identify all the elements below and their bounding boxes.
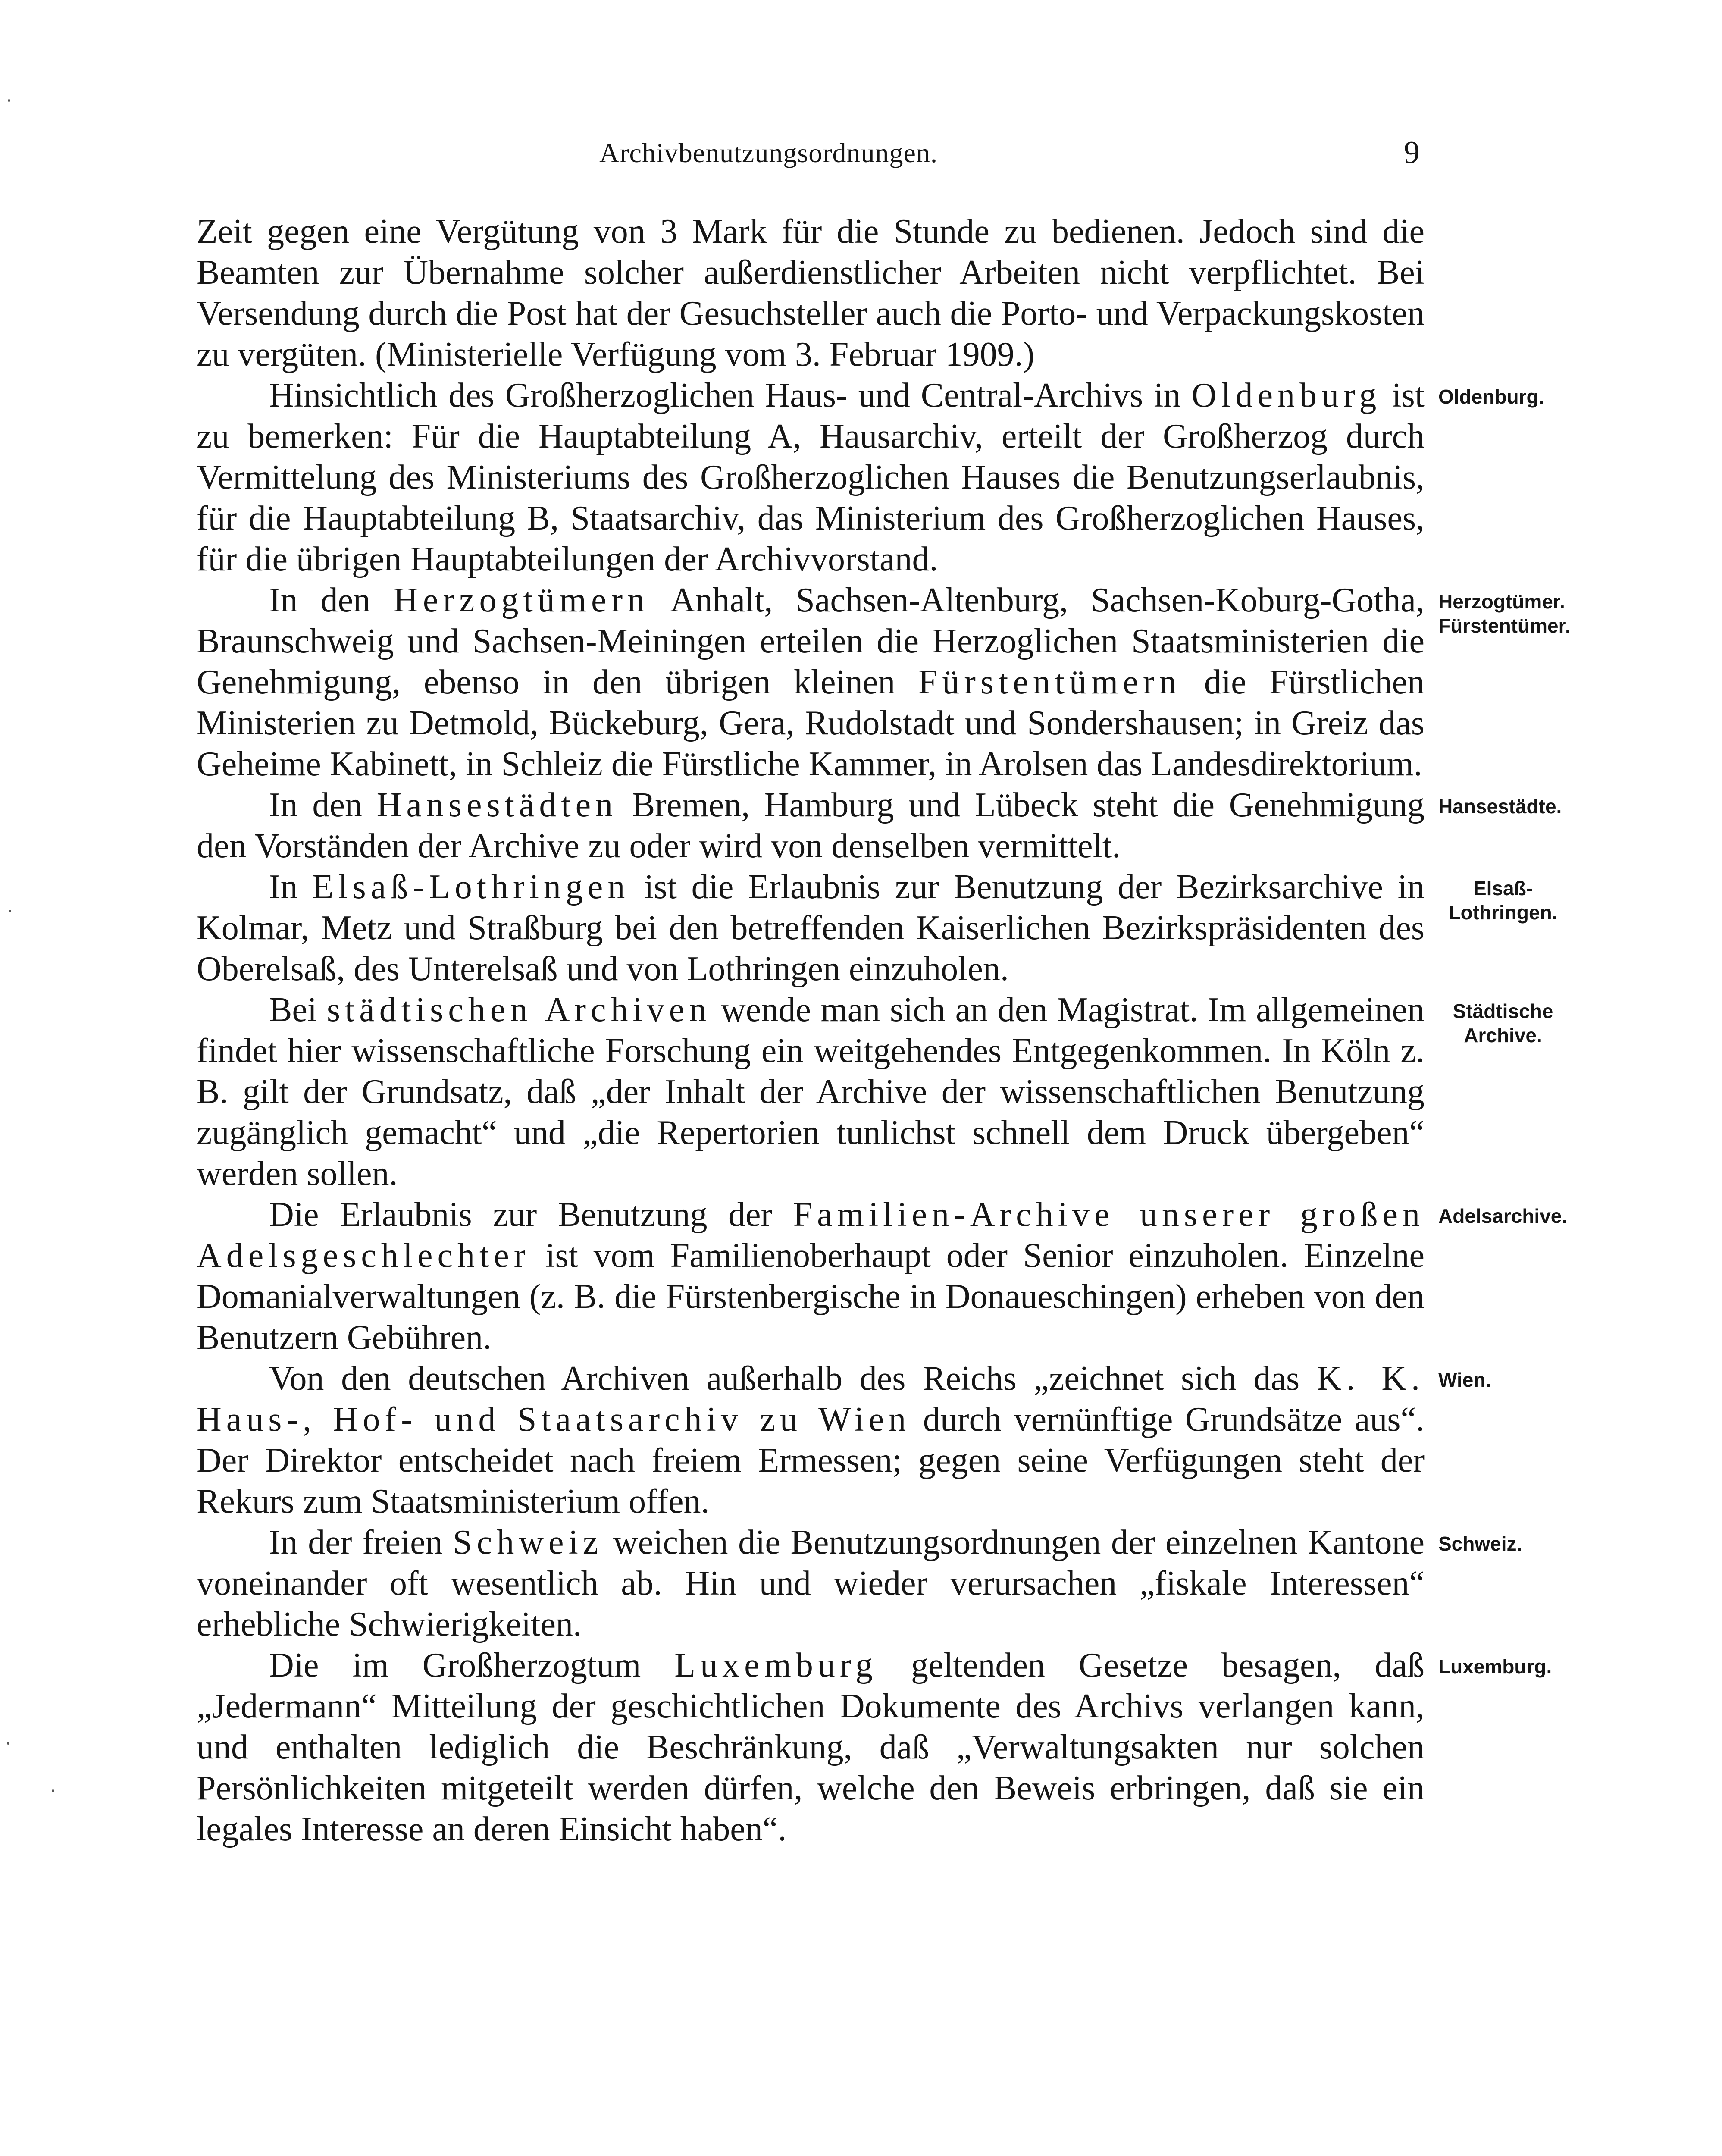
margin-note-line: Luxemburg. (1438, 1655, 1552, 1678)
scan-speck (8, 99, 10, 102)
margin-note-schweiz (1438, 1532, 1602, 1556)
text-run: In den (269, 581, 394, 619)
text-run: wende man sich an den Magistrat. Im allgemeinen findet hier wissenschaftliche Forschung ein weitgehendes Entgegenkommen. In Köln z. B. gilt der Grundsatz, daß „der Inhalt der Archive der wissenschaftlichen Benutzung zugänglich gemacht“ und „die Repertorien tunlichst schnell dem Druck übergeben“ werden sollen. (197, 991, 1425, 1193)
margin-note-line: Lothringen. (1448, 901, 1558, 924)
margin-note-line: Herzogtümer. (1438, 590, 1565, 613)
margin-note-herzogtuemer (1438, 589, 1602, 638)
text-run: weichen die Benutzungsordnungen der einzelnen Kantone voneinander oft wesentlich ab. Hin und wieder verursachen „fiskale Interessen“ erhebliche Schwierigkeiten. (197, 1523, 1425, 1643)
text-run: ist vom Familienoberhaupt oder Senior einzuholen. Einzelne Domanialverwaltungen (z. B. die Fürstenbergische in Donaueschingen) erheben von den Benutzern Gebühren. (197, 1237, 1425, 1357)
spaced-emphasis: Herzogtümern (393, 581, 650, 619)
margin-note-elsass-lothringen (1438, 876, 1568, 924)
paragraph (197, 1522, 1425, 1645)
scan-speck (7, 1742, 9, 1745)
running-title: Archivbenutzungsordnungen. (599, 138, 938, 168)
paragraph (197, 785, 1425, 867)
margin-note-line: Schweiz. (1438, 1532, 1522, 1555)
text-run: Die Erlaubnis zur Benutzung der (269, 1196, 793, 1234)
text-run: In der freien (269, 1523, 453, 1561)
paragraph (197, 375, 1425, 580)
text-run: Die im Großherzogtum (269, 1646, 675, 1684)
text-run: die Fürstlichen Ministerien zu Detmold, Bückeburg, Gera, Rudolstadt und Sondershausen; in Greiz das Geheime Kabinett, in Schleiz die Fürstliche Kammer, in Arolsen das Landesdirektorium. (197, 663, 1425, 783)
scan-speck (52, 1789, 54, 1792)
margin-note-luxemburg (1438, 1655, 1602, 1679)
margin-note-line: Archive. (1464, 1024, 1542, 1047)
margin-note-wien (1438, 1368, 1602, 1392)
text-run: Von den deutschen Archiven außerhalb des Reichs „zeichnet sich das (269, 1360, 1317, 1398)
margin-note-adelsarchive (1438, 1204, 1602, 1228)
spaced-emphasis: K. K. Haus-, Hof- und Staatsarchiv zu Wien (197, 1360, 1425, 1438)
text-run: In den (269, 786, 377, 824)
margin-note-line: Hansestädte. (1438, 795, 1562, 818)
spaced-emphasis: Elsaß-Lothringen (312, 868, 630, 906)
paragraph (197, 211, 1425, 375)
margin-note-line: Adelsarchive. (1438, 1205, 1568, 1227)
spaced-emphasis: Oldenburg (1191, 376, 1381, 414)
spaced-emphasis: städtischen Archiven (326, 991, 711, 1029)
margin-note-line: Wien. (1438, 1369, 1491, 1391)
text-run: Anhalt, Sachsen-Altenburg, Sachsen-Koburg-Gotha, Braunschweig und Sachsen-Meiningen erteilen die Herzoglichen Staatsministerien die Genehmigung, ebenso in den übrigen kleinen (197, 581, 1425, 701)
paragraph (197, 580, 1425, 785)
text-run: Hinsichtlich des Großherzoglichen Haus- und Central-Archivs in (269, 376, 1192, 414)
paragraph (197, 1645, 1425, 1850)
margin-note-staedtische-archive (1438, 999, 1568, 1047)
spaced-emphasis: Fürstentümern (918, 663, 1181, 701)
text-run: ist zu bemerken: Für die Hauptabteilung A, Hausarchiv, erteilt der Großherzog durch Vermittelung des Ministeriums des Großherzoglichen Hauses die Benutzungserlaubnis, für die Hauptabteilung B, Staatsarchiv, das Ministerium des Großherzoglichen Hauses, für die übrigen Hauptabteilungen der Archivvorstand. (197, 376, 1425, 578)
margin-note-line: Oldenburg. (1438, 385, 1544, 408)
paragraph (197, 990, 1425, 1194)
spaced-emphasis: Hansestädten (376, 786, 618, 824)
paragraph (197, 867, 1425, 990)
margin-note-line: Städtische (1453, 1000, 1553, 1022)
spaced-emphasis: Luxemburg (674, 1646, 878, 1684)
text-run: In (269, 868, 313, 906)
spaced-emphasis: Schweiz (453, 1523, 603, 1561)
text-run: durch vernünftige Grundsätze aus“. Der Direktor entscheidet nach freiem Ermessen; gegen seine Verfügungen steht der Rekurs zum Staatsministerium offen. (197, 1401, 1425, 1520)
text-run: geltenden Gesetze besagen, daß „Jedermann“ Mitteilung der geschichtlichen Dokumente des Archivs verlangen kann, und enthalten lediglich die Beschränkung, daß „Verwaltungsakten nur solchen Persönlichkeiten mitgeteilt werden dürfen, welche den Beweis erbringen, daß sie ein legales Interesse an deren Einsicht haben“. (197, 1646, 1425, 1848)
text-run: Bei (269, 991, 327, 1029)
paragraph (197, 1358, 1425, 1522)
margin-note-line: Fürstentümer. (1438, 614, 1571, 637)
margin-note-line: Elsaß- (1473, 877, 1533, 899)
body-text (197, 211, 1425, 1850)
margin-note-oldenburg (1438, 385, 1602, 409)
page-number: 9 (1404, 135, 1420, 170)
spaced-emphasis: Familien-Archive unserer großen Adelsgeschlechter (197, 1196, 1425, 1275)
scan-speck (9, 910, 11, 912)
text-run: Bremen, Hamburg und Lübeck steht die Genehmigung den Vorständen der Archive zu oder wird von denselben vermittelt. (197, 786, 1425, 865)
text-run: Zeit gegen eine Vergütung von 3 Mark für die Stunde zu bedienen. Jedoch sind die Beamten zur Übernahme solcher außerdienstlicher Arbeiten nicht verpflichtet. Bei Versendung durch die Post hat der Gesuchsteller auch die Porto- und Verpackungskosten zu vergüten. (Ministerielle Verfügung vom 3. Februar 1909.) (197, 213, 1425, 373)
margin-note-hansestaedte (1438, 794, 1602, 818)
text-run: ist die Erlaubnis zur Benutzung der Bezirksarchive in Kolmar, Metz und Straßburg bei den betreffenden Kaiserlichen Bezirkspräsidenten des Oberelsaß, des Unterelsaß und von Lothringen einzuholen. (197, 868, 1425, 988)
paragraph (197, 1194, 1425, 1358)
